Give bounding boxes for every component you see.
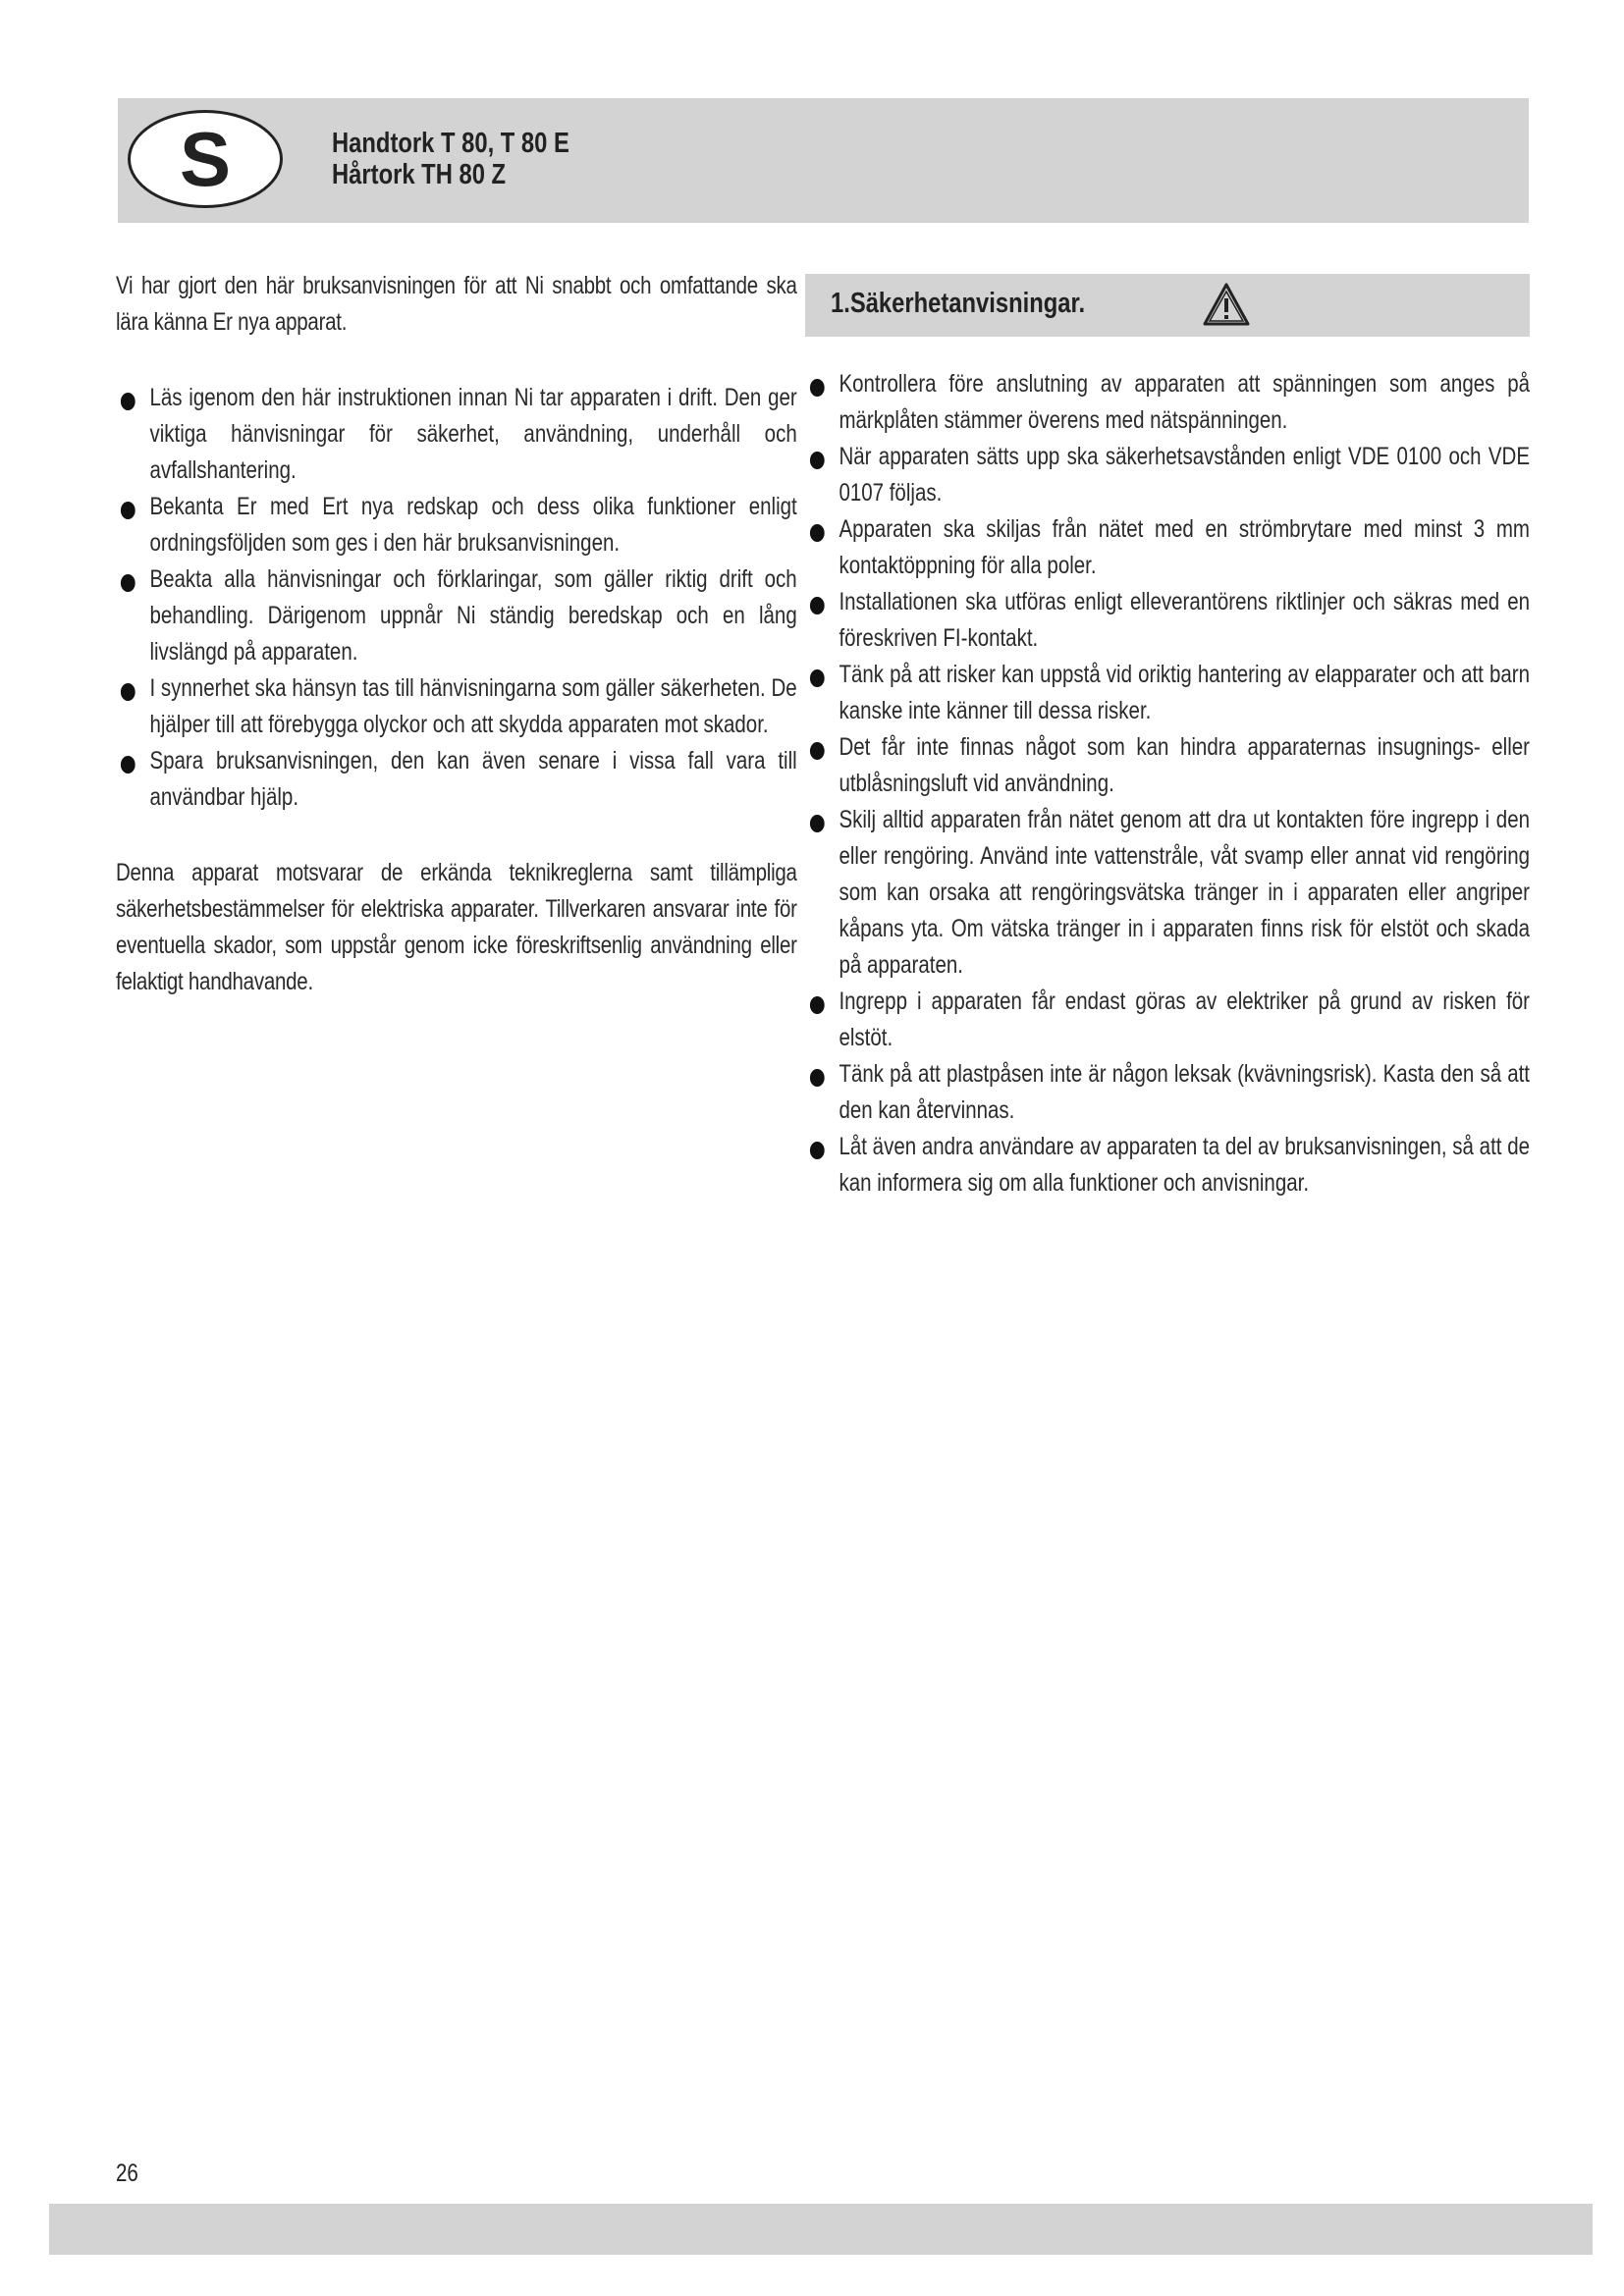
list-item: Apparaten ska skiljas från nätet med en strömbrytare med minst 3 mm kontaktöppning för alla poler. bbox=[805, 511, 1530, 584]
list-item: Ingrepp i apparaten får endast göras av elektriker på grund av risken för elstöt. bbox=[805, 984, 1530, 1056]
left-column bbox=[116, 268, 797, 1000]
bullet-icon bbox=[121, 393, 135, 410]
list-item: Skilj alltid apparaten från nätet genom att dra ut kontakten före ingrepp i den eller rengöring. Använd inte vattenstråle, våt svamp eller annat vid rengöring som kan orsaka att rengöringsvätska tränger in i apparaten eller angriper kåpans yta. Om vätska tränger in i apparaten finns risk för elstöt och skada på apparaten. bbox=[805, 802, 1530, 984]
list-item: I synnerhet ska hänsyn tas till hänvisningarna som gäller säkerheten. De hjälper till att förebygga olyckor och att skydda apparaten mot skador. bbox=[116, 670, 797, 743]
section-heading-bar bbox=[805, 274, 1530, 337]
bullet-icon bbox=[121, 756, 135, 774]
bullet-icon bbox=[810, 379, 825, 397]
bullet-icon bbox=[121, 574, 135, 592]
list-item: Installationen ska utföras enligt elleverantörens riktlinjer och säkras med en föreskriven FI-kontakt. bbox=[805, 584, 1530, 657]
intro-bullet-list bbox=[116, 380, 797, 816]
bullet-icon bbox=[121, 502, 135, 519]
warning-triangle-icon bbox=[1202, 282, 1251, 327]
right-column bbox=[805, 274, 1530, 1201]
country-badge bbox=[128, 110, 283, 208]
title-line-1: Handtork T 80, T 80 E bbox=[332, 128, 569, 159]
bullet-icon bbox=[810, 1069, 825, 1087]
list-item: Det får inte finnas något som kan hindra apparaternas insugnings- eller utblåsningsluft vid användning. bbox=[805, 729, 1530, 802]
list-item: Tänk på att risker kan uppstå vid oriktig hantering av elapparater och att barn kanske inte känner till dessa risker. bbox=[805, 657, 1530, 729]
list-item: Bekanta Er med Ert nya redskap och dess olika funktioner enligt ordningsföljden som ges i den här bruksanvisningen. bbox=[116, 489, 797, 561]
list-item: Spara bruksanvisningen, den kan även senare i vissa fall vara till användbar hjälp. bbox=[116, 743, 797, 816]
list-item: Beakta alla hänvisningar och förklaringar, som gäller riktig drift och behandling. Därigenom uppnår Ni ständig beredskap och en lång livslängd på apparaten. bbox=[116, 561, 797, 670]
bullet-icon bbox=[810, 597, 825, 614]
safety-bullet-list bbox=[805, 366, 1530, 1201]
list-item: Läs igenom den här instruktionen innan Ni tar apparaten i drift. Den ger viktiga hänvisningar för säkerhet, användning, underhåll och avfallshantering. bbox=[116, 380, 797, 489]
header-band bbox=[118, 98, 1529, 223]
closing-paragraph: Denna apparat motsvarar de erkända teknikreglerna samt tillämpliga säkerhetsbestämmelser för elektriska apparater. Tillverkaren ansvarar inte för eventuella skador, som uppstår genom icke föreskriftsenlig användning eller felaktigt handhavande. bbox=[116, 859, 797, 995]
section-title: 1.Säkerhetanvisningar. bbox=[831, 288, 1086, 319]
bullet-icon bbox=[810, 1142, 825, 1159]
bullet-icon bbox=[810, 669, 825, 687]
list-item: Låt även andra användare av apparaten ta del av bruksanvisningen, så att de kan informera sig om alla funktioner och anvisningar. bbox=[805, 1129, 1530, 1201]
bullet-icon bbox=[121, 683, 135, 701]
bullet-icon bbox=[810, 524, 825, 542]
bullet-icon bbox=[810, 996, 825, 1014]
bullet-icon bbox=[810, 815, 825, 832]
country-letter: S bbox=[179, 116, 232, 202]
intro-paragraph: Vi har gjort den här bruksanvisningen för att Ni snabbt och omfattande ska lära känna Er nya apparat. bbox=[116, 272, 797, 336]
footer-band bbox=[49, 2204, 1593, 2255]
page-number: 26 bbox=[116, 2160, 138, 2187]
bullet-icon bbox=[810, 742, 825, 760]
list-item: Kontrollera före anslutning av apparaten att spänningen som anges på märkplåten stämmer överens med nätspänningen. bbox=[805, 366, 1530, 439]
title-line-2: Hårtork TH 80 Z bbox=[332, 159, 507, 190]
document-title bbox=[332, 128, 569, 190]
list-item: När apparaten sätts upp ska säkerhetsavstånden enligt VDE 0100 och VDE 0107 följas. bbox=[805, 439, 1530, 511]
bullet-icon bbox=[810, 452, 825, 469]
list-item: Tänk på att plastpåsen inte är någon leksak (kvävningsrisk). Kasta den så att den kan återvinnas. bbox=[805, 1056, 1530, 1129]
